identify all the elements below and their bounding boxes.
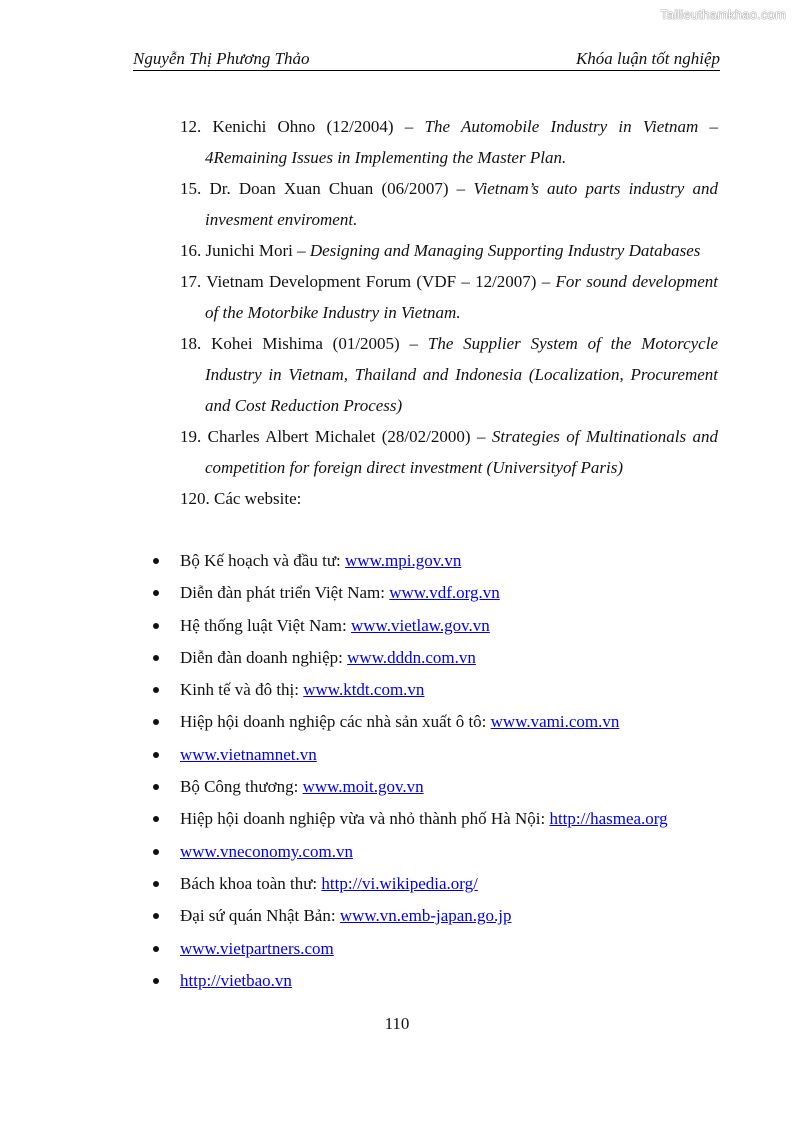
reference-item: 15. Dr. Doan Xuan Chuan (06/2007) – Vietnam’s auto parts industry and invesment enviroment. [180,179,718,229]
website-link[interactable]: http://hasmea.org [549,809,668,829]
bullet-icon [153,590,159,596]
bullet-icon [153,623,159,629]
page-header [133,48,720,71]
header-doc-type: Khóa luận tốt nghiệp [575,49,720,68]
website-link[interactable]: www.moit.gov.vn [302,777,424,797]
watermark: Tailieuthamkhao.com [660,7,786,22]
bullet-icon [153,946,159,952]
bullet-icon [153,558,159,564]
website-item [153,933,753,965]
website-item: Hiệp hội doanh nghiệp các nhà sản xuất ô tô: www.vami.com.vn [153,706,753,738]
reference-item: 18. Kohei Mishima (01/2005) – The Supplier System of the Motorcycle Industry in Vietnam, Thailand and Indonesia (Localization, Procurement and Cost Reduction Process) [180,334,718,415]
website-item: Hiệp hội doanh nghiệp vừa và nhỏ thành phố Hà Nội: http://hasmea.org [153,803,753,835]
websites-heading: 120. Các website: [180,489,302,508]
website-link[interactable]: www.vneconomy.com.vn [180,841,353,861]
bullet-icon [153,752,159,758]
website-item: Diễn đàn phát triển Việt Nam: www.vdf.org.vn [153,577,753,609]
website-link[interactable]: www.vietnamnet.vn [180,744,317,764]
website-link[interactable]: www.vdf.org.vn [389,583,500,603]
website-item: Hệ thống luật Việt Nam: www.vietlaw.gov.vn [153,610,753,642]
website-item: Bộ Công thương: www.moit.gov.vn [153,771,753,803]
website-link[interactable]: www.mpi.gov.vn [345,551,462,570]
reference-item: 12. Kenichi Ohno (12/2004) – The Automobile Industry in Vietnam – 4Remaining Issues in Implementing the Master Plan. [180,117,719,167]
bullet-icon [153,687,159,693]
website-link[interactable]: www.dddn.com.vn [347,647,476,667]
website-link[interactable]: www.ktdt.com.vn [303,680,425,700]
website-link[interactable]: www.vietlaw.gov.vn [351,615,490,635]
website-item [153,836,753,868]
bullet-icon [153,655,159,661]
website-item [153,965,753,997]
bullet-icon [153,978,159,984]
bullet-icon [153,849,159,855]
website-link[interactable]: http://vi.wikipedia.org/ [321,873,478,893]
bullet-icon [153,881,159,887]
reference-item: 19. Charles Albert Michalet (28/02/2000) – Strategies of Multinationals and competition for foreign direct investment (Universityof Paris) [180,427,718,477]
page-number: 110 [384,1014,410,1033]
website-item [153,739,753,771]
header-author: Nguyễn Thị Phương Thảo [133,49,310,68]
bullet-icon [153,784,159,790]
website-item: Bộ Kế hoạch và đầu tư: www.mpi.gov.vn [153,545,753,577]
bullet-icon [153,816,159,822]
website-link[interactable]: http://vietbao.vn [180,970,292,990]
website-link[interactable]: www.vn.emb-japan.go.jp [339,906,512,926]
reference-item: 17. Vietnam Development Forum (VDF – 12/2007) – For sound development of the Motorbike Industry in Vietnam. [180,272,719,322]
website-link[interactable]: www.vami.com.vn [490,712,620,732]
reference-item: 16. Junichi Mori – Designing and Managing Supporting Industry Databases [180,241,701,260]
website-list [153,545,753,997]
website-item: Diễn đàn doanh nghiệp: www.dddn.com.vn [153,642,753,674]
website-item: Bách khoa toàn thư: http://vi.wikipedia.org/ [153,868,753,900]
website-item: Kinh tế và đô thị: www.ktdt.com.vn [153,674,753,706]
bullet-icon [153,719,159,725]
bullet-icon [153,913,159,919]
references-list [180,111,718,514]
website-item: Đại sứ quán Nhật Bản: www.vn.emb-japan.go.jp [153,900,753,932]
website-link[interactable]: www.vietpartners.com [180,938,334,958]
